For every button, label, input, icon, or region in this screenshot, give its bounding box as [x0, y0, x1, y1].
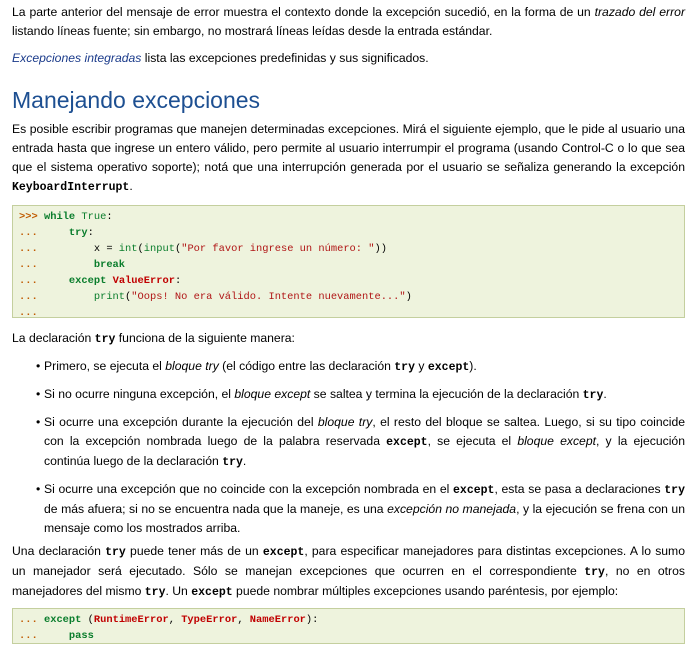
- try-code: try: [94, 333, 116, 346]
- punct: )): [374, 243, 387, 255]
- exception-name: ValueError: [112, 275, 175, 287]
- inline-code: except: [386, 436, 428, 449]
- prompt: ...: [19, 243, 38, 255]
- handling-intro-text: Es posible escribir programas que manejen determinadas excepciones. Mirá el siguiente ejemplo, que le pide al usuario una entrada hasta que ingrese un entero válido, pero permite al usuario interrumpir el programa (usando Control-C o lo que sea que el sistema operativo soporte); notá que una interrupción generada por el usuario se señaliza generando la excepción: [12, 122, 685, 174]
- builtin-exceptions-text: lista las excepciones predefinidas y sus significados.: [141, 51, 429, 65]
- builtin-function: int: [118, 243, 138, 255]
- item-text: Si ocurre una excepción durante la ejecución del: [44, 415, 318, 429]
- item-emphasis: bloque except: [234, 387, 311, 401]
- try-declaration-paragraph: [12, 329, 685, 349]
- intro-paragraph: [12, 3, 685, 41]
- decl-text-end: funciona de la siguiente manera:: [115, 331, 295, 345]
- punct: ): [405, 291, 412, 303]
- item-text: Primero, se ejecuta el: [44, 359, 166, 373]
- para-text: , no en otros manejadores del mismo: [12, 564, 685, 598]
- item-text: , y la ejecución continúa luego de la declaración: [44, 434, 685, 468]
- punct: :: [106, 211, 113, 223]
- item-text: y: [414, 359, 428, 373]
- inline-code: try: [144, 586, 166, 599]
- inline-code: try: [664, 484, 685, 497]
- builtin-function: input: [143, 243, 175, 255]
- inline-code: try: [105, 546, 126, 559]
- keyboardinterrupt-code: KeyboardInterrupt: [12, 181, 130, 194]
- item-emphasis: bloque try: [317, 415, 373, 429]
- builtin-exceptions-paragraph: [12, 49, 685, 68]
- item-emphasis: excepción no manejada: [387, 502, 517, 516]
- exception-name: RuntimeError: [93, 614, 169, 626]
- para-text: . Un: [165, 584, 192, 598]
- item-text: , y la ejecución se frena con un mensaje como los mostrados arriba.: [44, 502, 685, 535]
- item-text: Si ocurre una excepción que no coincide con la excepción nombrada en el: [44, 482, 454, 496]
- item-text: se saltea y termina la ejecución de la declaración: [310, 387, 583, 401]
- exception-name: NameError: [249, 614, 306, 626]
- decl-text: La declaración: [12, 331, 95, 345]
- inline-code: except: [453, 484, 495, 497]
- keyword: break: [93, 259, 126, 271]
- document-page: [0, 3, 697, 644]
- inline-code: try: [584, 566, 605, 579]
- intro-emphasis: trazado del error: [594, 5, 686, 19]
- item-text: ).: [469, 359, 477, 373]
- prompt: ...: [19, 259, 38, 271]
- string-literal: "Por favor ingrese un número: ": [181, 243, 375, 255]
- prompt: ...: [19, 275, 38, 287]
- list-item: [36, 357, 685, 377]
- code-block-multiple-except: ... except (RuntimeError, TypeError, NameError): ... pass: [12, 608, 685, 644]
- builtin-constant: True: [81, 211, 107, 223]
- item-text: , el resto del bloque se saltea. Luego, si su tipo coincide con la excepción nombrada luego de la palabra reservada: [44, 415, 685, 448]
- item-text: , se ejecuta el: [427, 434, 518, 448]
- inline-code: try: [222, 456, 243, 469]
- item-text: de más afuera; si no se encuentra nada que la maneje, es una: [44, 502, 388, 516]
- item-text: Si no ocurre ninguna excepción, el: [44, 387, 235, 401]
- prompt: ...: [19, 227, 38, 239]
- list-item: [36, 480, 685, 538]
- keyword: pass: [68, 630, 94, 642]
- prompt: ...: [19, 614, 38, 626]
- inline-code: except: [191, 586, 233, 599]
- para-text: , para especificar manejadores para distintas excepciones. A lo sumo un manejador será ejecutado. Sólo se manejan excepciones que ocurren en el correspondiente: [12, 544, 685, 578]
- prompt: >>>: [19, 211, 38, 223]
- string-literal: "Oops! No era válido. Intente nuevamente...": [131, 291, 406, 303]
- prompt: ...: [19, 307, 38, 319]
- code-block-while-loop: >>> while True: ... try: ... x = int(input("Por favor ingrese un número: ")) ... break ... except ValueError: ... print("Oops! No era válido. Intente nuevamente...") ...: [12, 205, 685, 318]
- punct: :: [87, 227, 94, 239]
- try-steps-list: [12, 357, 685, 538]
- item-text: .: [603, 387, 607, 401]
- para-text: puede nombrar múltiples excepciones usando paréntesis, por ejemplo:: [232, 584, 619, 598]
- list-item: [36, 413, 685, 472]
- keyword: try: [68, 227, 88, 239]
- prompt: ...: [19, 291, 38, 303]
- code-text: x =: [93, 243, 119, 255]
- exception-name: TypeError: [181, 614, 238, 626]
- keyword: while: [43, 211, 76, 223]
- handling-intro-end: .: [129, 179, 133, 193]
- intro-text: La parte anterior del mensaje de error muestra el contexto donde la excepción sucedió, en la forma de un: [12, 5, 595, 19]
- item-emphasis: bloque try: [165, 359, 219, 373]
- keyword: except: [43, 614, 82, 626]
- keyword: except: [68, 275, 107, 287]
- item-text: , esta se pasa a declaraciones: [494, 482, 665, 496]
- inline-code: except: [262, 546, 305, 559]
- handling-intro-paragraph: [12, 120, 685, 197]
- builtin-function: print: [93, 291, 126, 303]
- item-text: .: [242, 454, 247, 468]
- list-item: [36, 385, 685, 405]
- punct: :: [174, 275, 182, 287]
- prompt: ...: [19, 630, 38, 642]
- item-emphasis: bloque except: [517, 434, 596, 448]
- multiple-except-paragraph: [12, 542, 685, 602]
- intro-text-end: listando líneas fuente; sin embargo, no mostrará líneas leídas desde la entrada estándar.: [12, 24, 493, 38]
- inline-code: except: [427, 361, 470, 374]
- item-text: (el código entre las declaración: [218, 359, 395, 373]
- para-text: puede tener más de un: [125, 544, 263, 558]
- builtin-exceptions-link[interactable]: Excepciones integradas: [12, 51, 142, 65]
- para-text: Una declaración: [12, 544, 106, 558]
- inline-code: try: [582, 389, 604, 402]
- section-title: Manejando excepciones: [12, 87, 261, 113]
- inline-code: try: [394, 361, 415, 374]
